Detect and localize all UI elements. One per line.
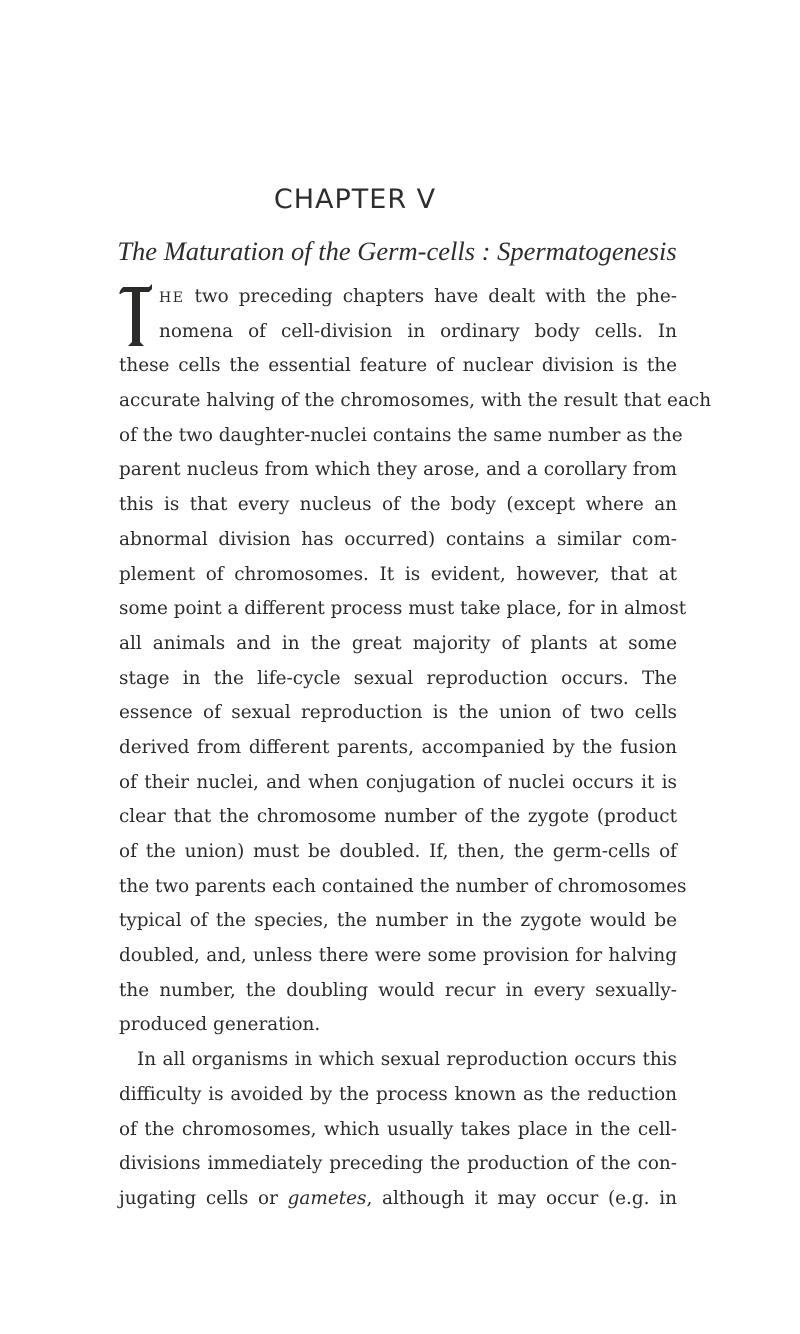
paragraph-1	[119, 280, 712, 1043]
text-line: some point a different process must take place, for in almost	[119, 598, 687, 620]
text-line: stage in the life-cycle sexual reproduction occurs. The	[119, 667, 677, 689]
paragraph-2	[119, 1043, 677, 1216]
chapter-heading: CHAPTER V	[273, 184, 437, 215]
text-line: clear that the chromosome number of the zygote (product	[119, 806, 677, 828]
text-line: HE two preceding chapters have dealt with the phe-	[159, 286, 677, 307]
emphasis-gametes: gametes	[287, 1187, 367, 1209]
text-line: plement of chromosomes. It is evident, however, that at	[119, 563, 677, 585]
text-line: parent nucleus from which they arose, and a corollary from	[119, 459, 677, 481]
lead-small-caps: HE	[159, 290, 185, 306]
text-line: of the two daughter-nuclei contains the same number as the	[119, 424, 683, 446]
text-line: abnormal division has occurred) contains a similar com-	[119, 528, 677, 550]
text-line: of their nuclei, and when conjugation of nuclei occurs it is	[119, 771, 677, 793]
chapter-body	[119, 280, 712, 1217]
text-line: derived from different parents, accompanied by the fusion	[119, 736, 677, 758]
text-line: produced generation.	[119, 1014, 321, 1036]
text-line: doubled, and, unless there were some provision for halving	[119, 945, 677, 967]
text-line: this is that every nucleus of the body (except where an	[119, 494, 677, 516]
drop-cap-letter: T	[119, 284, 120, 285]
text-line: of the chromosomes, which usually takes place in the cell-	[119, 1118, 677, 1140]
text-line: these cells the essential feature of nuclear division is the	[119, 355, 677, 377]
text-line: difficulty is avoided by the process known as the reduction	[119, 1083, 677, 1105]
text-line: of the union) must be doubled. If, then, the germ-cells of	[119, 841, 677, 862]
text-line: essence of sexual reproduction is the union of two cells	[119, 702, 677, 724]
text-line: jugating cells or gametes, although it may occur (e.g. in	[119, 1187, 677, 1209]
text-line: accurate halving of the chromosomes, with the result that each	[119, 390, 712, 412]
text-line: the number, the doubling would recur in every sexually-	[119, 979, 677, 1001]
text-line: nomena of cell-division in ordinary body cells. In	[159, 320, 677, 342]
chapter-title: The Maturation of the Germ-cells : Spermatogenesis	[117, 236, 677, 266]
text-line: divisions immediately preceding the production of the con-	[119, 1153, 677, 1175]
text-line: the two parents each contained the number of chromosomes	[119, 875, 687, 897]
text-line: typical of the species, the number in the zygote would be	[119, 910, 677, 932]
text-line: In all organisms in which sexual reproduction occurs this	[137, 1049, 677, 1071]
text-line: all animals and in the great majority of plants at some	[119, 632, 677, 654]
drop-cap-t	[119, 284, 153, 350]
